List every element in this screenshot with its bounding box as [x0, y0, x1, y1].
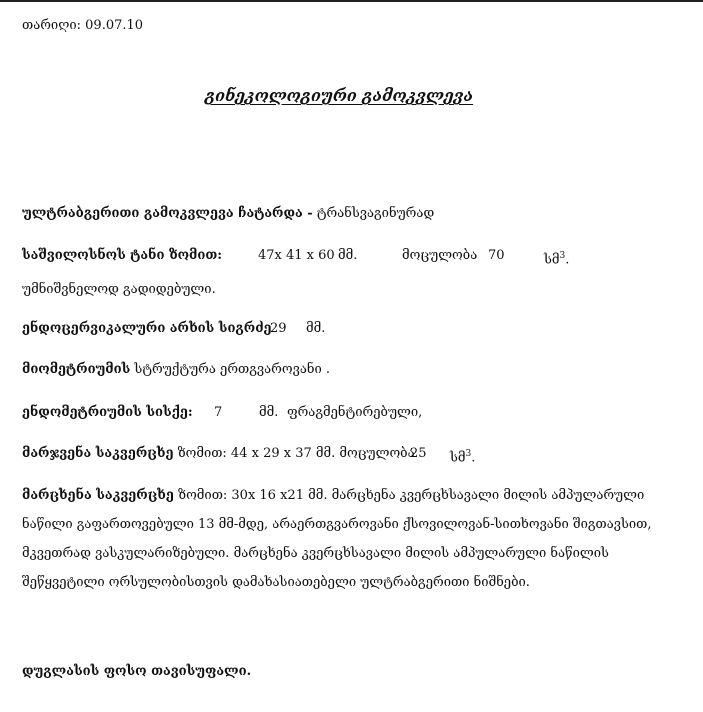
left-ovary-label: მარცხენა საკვერცხე — [22, 488, 174, 503]
endometrium-line — [22, 405, 193, 421]
left-ovary-line-3: მკვეთრად ვასკულარიზებული. მარცხენა კვერცხსავალი მილის ამპულარული ნაწილის — [22, 546, 609, 561]
douglas-pouch-line: დუგლასის ფოსო თავისუფალი. — [22, 664, 252, 679]
left-ovary-line-1 — [22, 488, 644, 504]
document-title: გინეკოლოგიური გამოკვლევა — [205, 86, 474, 105]
right-ovary-volume-end: . — [471, 450, 476, 466]
right-ovary-line — [22, 446, 415, 462]
left-ovary-line-4: შეწყვეტილი ორსულობისთვის დამახასიათებელი ულტრაბგერითი ნიშნები. — [22, 575, 530, 590]
endometrium-label: ენდომეტრიუმის სისქე: — [22, 405, 193, 420]
uterus-volume-label: მოცულობა — [402, 248, 478, 263]
date-label: თარიღი: — [22, 18, 82, 33]
uterus-note: უმნიშვნელოდ გადიდებული. — [22, 282, 216, 297]
myometrium-line — [22, 362, 330, 378]
cervix-unit: მმ. — [306, 321, 326, 336]
uterus-dims: 47x 41 x 60 — [258, 248, 335, 263]
uterus-volume-unit — [544, 248, 569, 268]
uterus-volume-end: . — [565, 252, 570, 268]
right-ovary-label: მარჯვენა საკვერცხე — [22, 446, 174, 461]
left-ovary-line-2: ნაწილი გაფართოვებული 13 მმ-მდე, არაერთგვაროვანი ქსოვილოვან-სითხოვანი შიგთავსით, — [22, 517, 652, 532]
right-ovary-volume-exponent: 3 — [465, 449, 472, 459]
exam-method-line — [22, 206, 434, 222]
left-ovary-line-1-text: ზომით: 30x 16 x21 მმ. მარცხენა კვერცხსავალი მილის ამპულარული — [178, 488, 645, 503]
uterus-label: საშვილოსნოს ტანი ზომით: — [22, 248, 223, 263]
uterus-unit: მმ. — [338, 248, 358, 263]
right-ovary-volume-unit — [450, 446, 475, 466]
myometrium-label: მიომეტრიუმის — [22, 362, 131, 377]
uterus-line — [22, 248, 222, 264]
exam-method-label: ულტრაბგერითი გამოკვლევა ჩატარდა - — [22, 206, 313, 221]
uterus-volume-exponent: 3 — [559, 251, 566, 261]
cervix-label: ენდოცერვიკალური არხის სიგრძე — [22, 321, 272, 336]
right-ovary-volume-unit-text: სმ — [450, 450, 466, 466]
right-ovary-volume-value: 25 — [410, 446, 427, 461]
date-value: 09.07.10 — [85, 18, 144, 33]
cervix-value: 29 — [270, 321, 287, 336]
cervix-line — [22, 321, 272, 337]
exam-method-value: ტრანსვაგინურად — [316, 206, 435, 221]
right-ovary-text: ზომით: 44 x 29 x 37 მმ. მოცულობა — [177, 446, 415, 461]
date-line — [22, 18, 143, 34]
uterus-volume-unit-text: სმ — [544, 252, 560, 268]
endometrium-value: 7 — [214, 405, 223, 420]
uterus-volume-value: 70 — [488, 248, 505, 263]
endometrium-unit: მმ. — [259, 405, 279, 420]
myometrium-text: სტრუქტურა ერთგვაროვანი . — [134, 362, 331, 377]
top-rule — [0, 0, 703, 2]
endometrium-note: ფრაგმენტირებული, — [287, 405, 423, 420]
